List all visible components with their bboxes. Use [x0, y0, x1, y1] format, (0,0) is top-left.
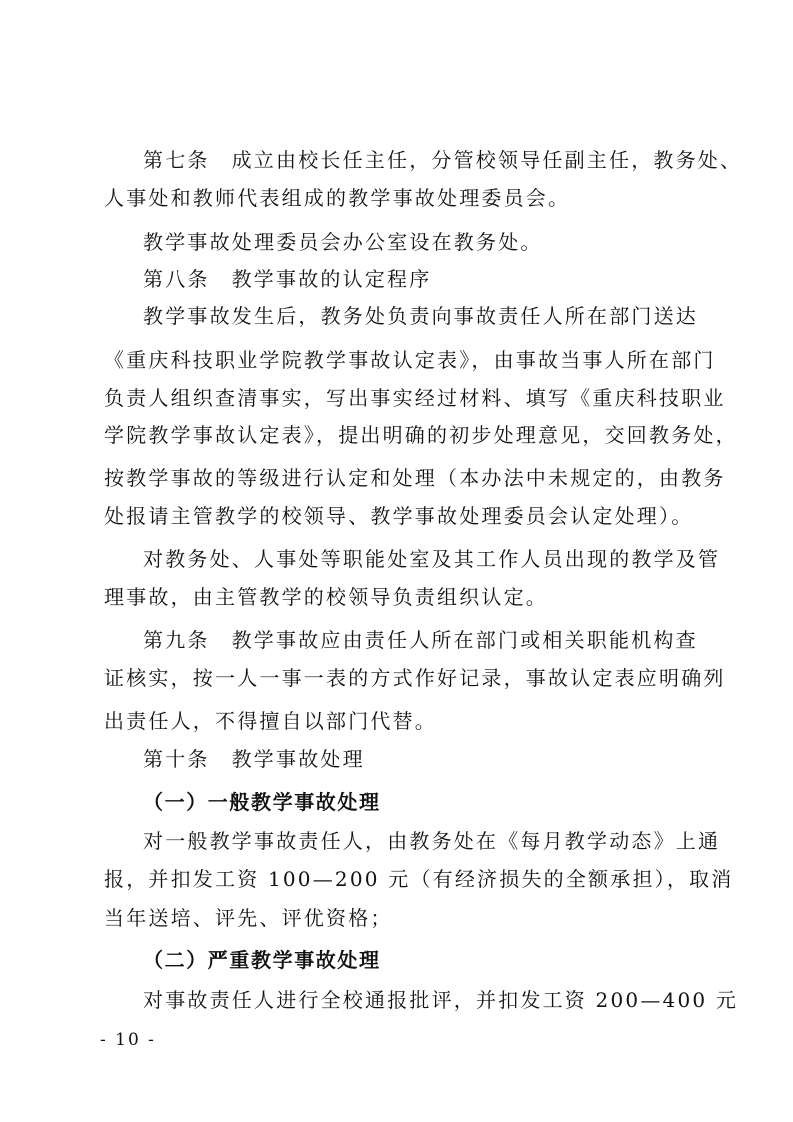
section-2-heading: （二）严重教学事故处理 [143, 948, 381, 972]
article-7-text: 成立由校长任主任，分管校领导任副主任，教务处、 [231, 148, 743, 172]
article-10-title: 教学事故处理 [231, 747, 365, 771]
article-8-line-8: 理事故，由主管教学的校领导负责组织认定。 [104, 585, 548, 609]
article-9-line-2: 证核实，按一人一事一表的方式作好记录，事故认定表应明确列 [104, 666, 726, 690]
section-1-heading: （一）一般教学事故处理 [143, 790, 381, 814]
section-1-line-2: 报，并扣发工资 100—200 元（有经济损失的全额承担），取消 [104, 867, 734, 891]
article-9-line-3: 出责任人，不得擅自以部门代替。 [104, 709, 437, 733]
article-8-line-7: 对教务处、人事处等职能处室及其工作人员出现的教学及管 [143, 547, 721, 571]
article-9-label: 第九条 [143, 628, 210, 652]
article-8-line-2: 《重庆科技职业学院教学事故认定表》，由事故当事人所在部门 [104, 348, 716, 372]
section-1-line-1: 对一般教学事故责任人，由教务处在《每月教学动态》上通 [143, 829, 721, 853]
article-7-label: 第七条 [143, 148, 210, 172]
article-7-line-2: 人事处和教师代表组成的教学事故处理委员会。 [104, 186, 571, 210]
article-7-line-1 [143, 147, 743, 173]
article-8-line-4: 学院教学事故认定表》，提出明确的初步处理意见，交回教务处， [104, 423, 738, 447]
article-8-line-5: 按教学事故的等级进行认定和处理（本办法中未规定的，由教务 [104, 466, 726, 490]
office-location-line: 教学事故处理委员会办公室设在教务处。 [143, 230, 543, 254]
article-8-heading [143, 266, 703, 292]
article-9-text: 教学事故应由责任人所在部门或相关职能机构查 [231, 628, 698, 652]
article-10-label: 第十条 [143, 747, 210, 771]
article-8-line-1: 教学事故发生后，教务处负责向事故责任人所在部门送达 [143, 304, 698, 328]
article-8-label: 第八条 [143, 267, 210, 291]
article-8-title: 教学事故的认定程序 [231, 267, 432, 291]
page-number: - 10 - [100, 1030, 156, 1050]
section-1-line-3: 当年送培、评先、评优资格； [104, 906, 393, 930]
section-2-line-1: 对事故责任人进行全校通报批评，并扣发工资 200—400 元 [143, 988, 739, 1012]
article-8-line-3: 负责人组织查清事实，写出事实经过材料、填写《重庆科技职业 [104, 386, 726, 410]
article-10-heading [143, 746, 703, 772]
article-9-line-1 [143, 627, 703, 653]
article-8-line-6: 处报请主管教学的校领导、教学事故处理委员会认定处理）。 [104, 504, 694, 528]
